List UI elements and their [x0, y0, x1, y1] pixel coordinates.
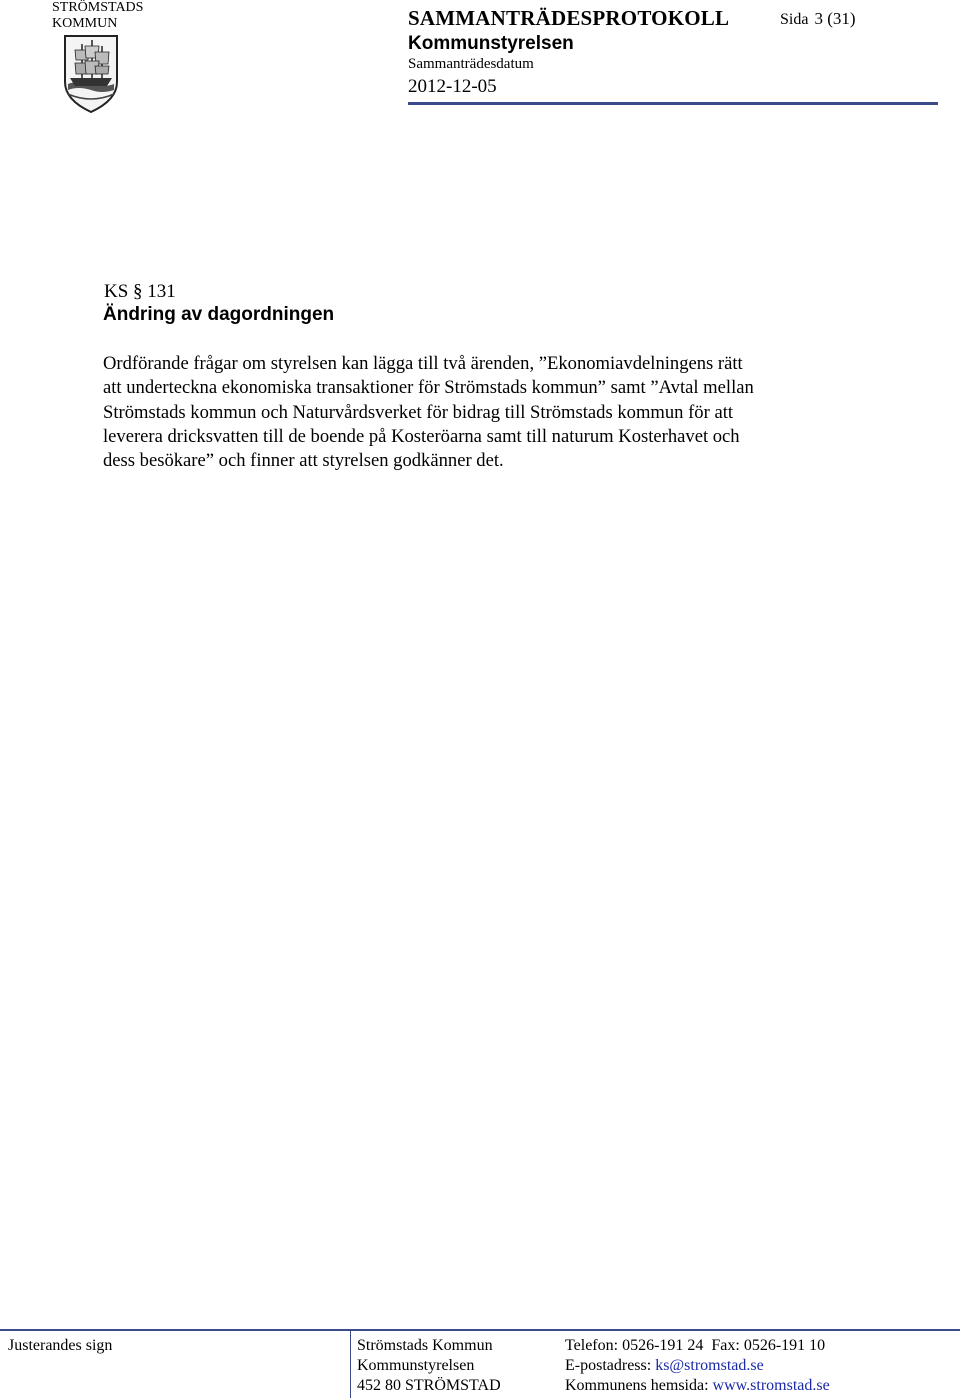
page-label: Sida — [780, 11, 809, 28]
web-label: Kommunens hemsida: — [565, 1377, 709, 1394]
footer-signature-column — [8, 1336, 112, 1356]
municipality-logo-text — [52, 0, 143, 32]
page-indicator — [780, 9, 856, 29]
coat-of-arms-icon — [62, 34, 120, 114]
footer-contact-column — [565, 1336, 830, 1396]
email-label: E-postadress: — [565, 1357, 652, 1374]
document-title: SAMMANTRÄDESPROTOKOLL — [408, 6, 730, 30]
footer-org: Strömstads Kommun — [357, 1337, 493, 1354]
meeting-date: 2012-12-05 — [408, 76, 497, 97]
footer-phone-fax: Telefon: 0526-191 24 Fax: 0526-191 10 — [565, 1337, 826, 1354]
website-link[interactable]: www.stromstad.se — [712, 1377, 830, 1394]
section-paragraph: Ordförande frågar om styrelsen kan lägga till två ärenden, ”Ekonomiavdelningens rätt att underteckna ekonomiska transaktioner för Strömstads kommun” samt ”Avtal mellan Strömstads kommun och Naturvårdsverket för bidrag till Strömstads kommun för att leverera dricksvatten till de boende på Kosteröarna samt till naturum Kosterhavet och dess besökare” och finner att styrelsen godkänner det. — [103, 353, 754, 472]
board-name: Kommunstyrelsen — [408, 33, 574, 54]
logo-line-1: STRÖMSTADS — [52, 0, 144, 15]
email-link[interactable]: ks@stromstad.se — [655, 1357, 764, 1374]
footer-email-line — [565, 1356, 830, 1376]
footer-divider — [350, 1329, 351, 1398]
footer-web-line — [565, 1376, 830, 1396]
header-rule — [408, 102, 938, 105]
footer-address-column — [357, 1336, 501, 1396]
section-title: Ändring av dagordningen — [103, 304, 335, 325]
footer-dept: Kommunstyrelsen — [357, 1357, 475, 1374]
page-number: 3 (31) — [814, 9, 856, 28]
logo-line-2: KOMMUN — [52, 16, 118, 31]
meeting-date-label: Sammanträdesdatum — [408, 56, 534, 72]
section-number: KS § 131 — [104, 281, 176, 302]
footer-rule — [0, 1329, 960, 1331]
signature-label: Justerandes sign — [8, 1337, 113, 1354]
footer-postal: 452 80 STRÖMSTAD — [357, 1377, 501, 1394]
